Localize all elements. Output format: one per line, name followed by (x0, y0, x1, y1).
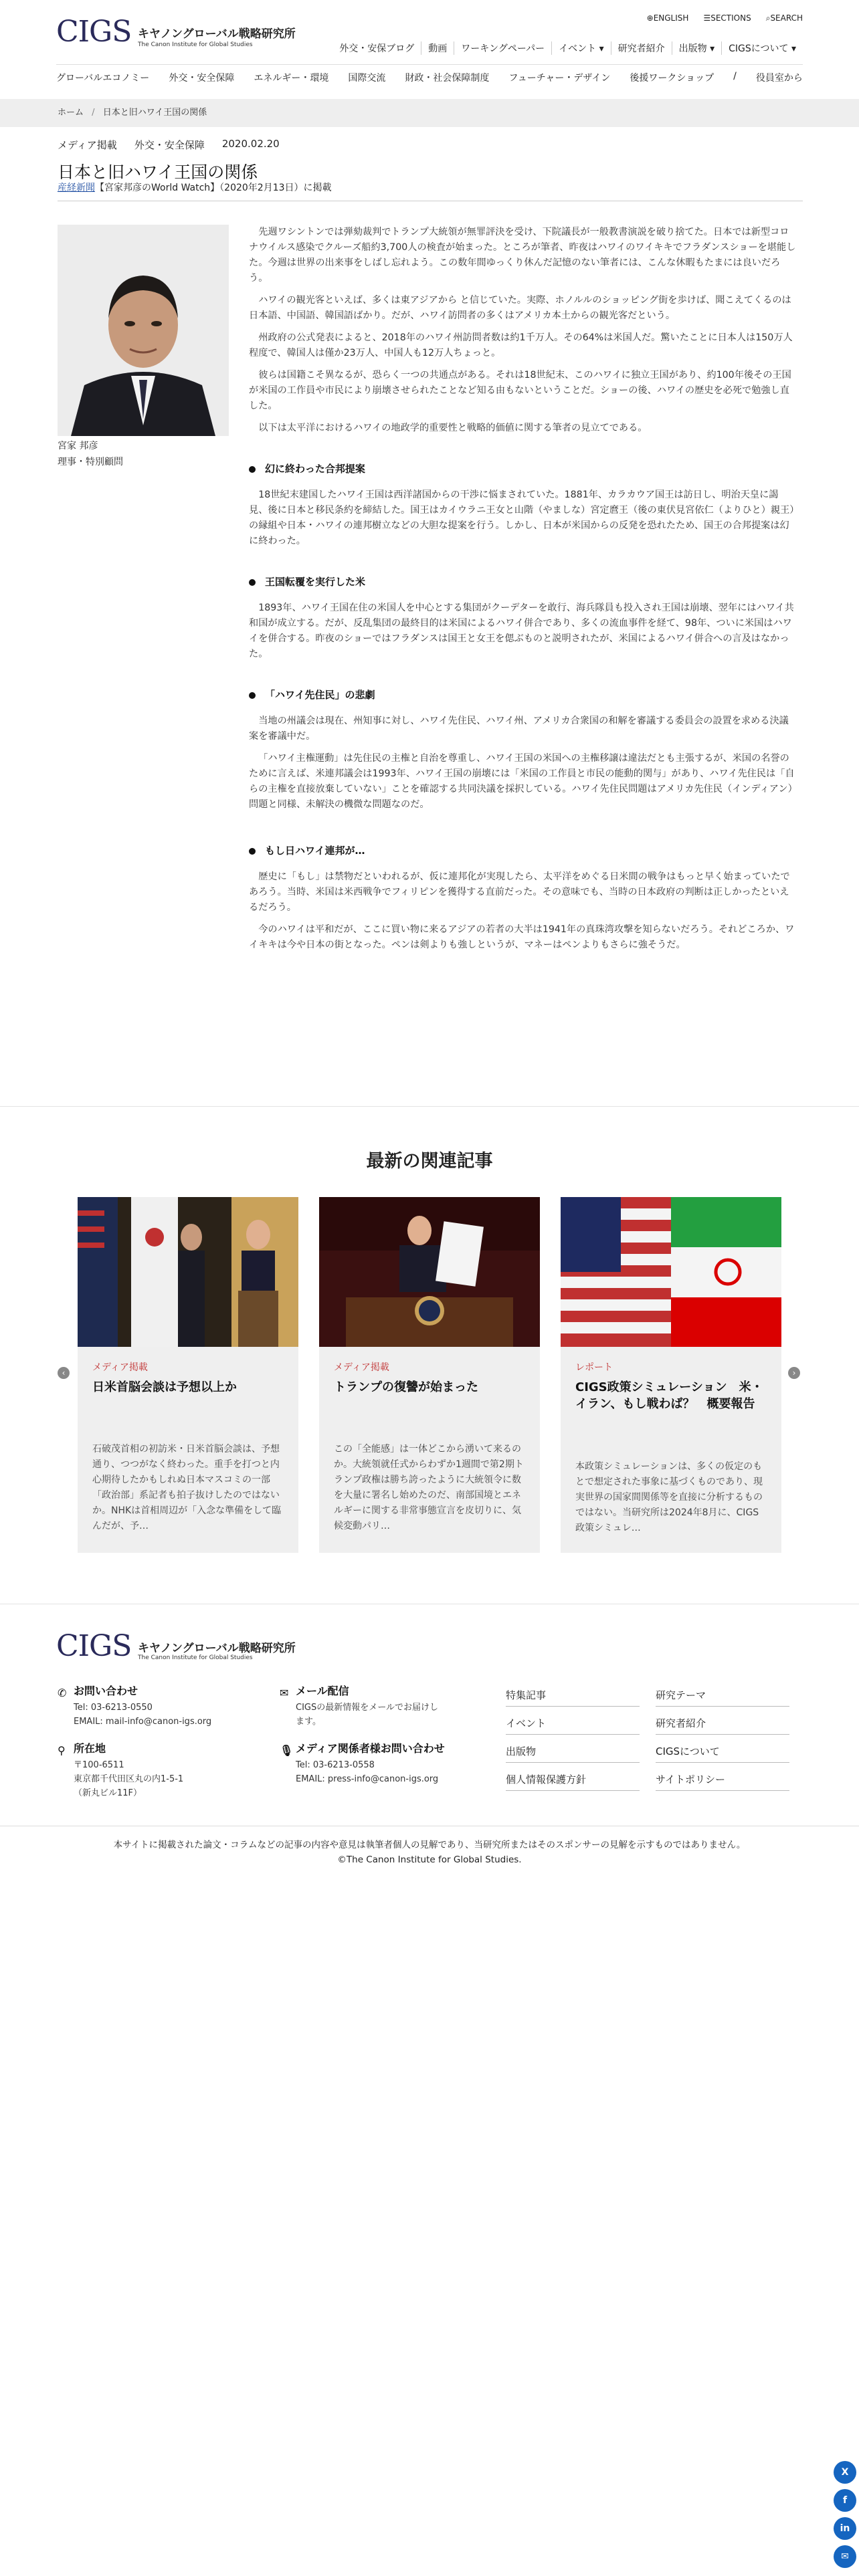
nav-diplomacy-security[interactable]: 外交・安全保障 (169, 73, 235, 84)
related-card-category: メディア掲載 (334, 1362, 389, 1373)
location-pin-icon: ⚲ (58, 1743, 66, 1757)
secondary-nav (56, 71, 803, 84)
contact-tel[interactable]: Tel: 03-6213-0550 (74, 1703, 153, 1713)
article-meta (58, 138, 280, 152)
footer-link-about[interactable]: CIGSについて (656, 1744, 789, 1763)
author-portrait-illustration (58, 225, 229, 436)
mail-text: CIGSの最新情報をメールでお届けします。 (296, 1703, 438, 1727)
related-card-title[interactable]: 日米首脳会談は予想以上か (92, 1380, 237, 1394)
microphone-icon: 🎙 (280, 1743, 294, 1757)
article-type: メディア掲載 (58, 139, 117, 151)
author-role: 理事・特別顧問 (58, 457, 123, 467)
section-heading: 王国転覆を実行した米 (249, 574, 796, 590)
mail-heading[interactable]: メール配信 (296, 1685, 349, 1697)
breadcrumb-home[interactable]: ホーム (58, 108, 84, 118)
intro-paragraph: ハワイの観光客といえば、多くは東アジアから と信じていた。実際、ホノルルのショッピング街を歩けば、聞こえてくるのは日本語、中国語、韓国語ばかり。だが、ハワイ訪問者の多くはアメリカ本土からの観光客だという。 (249, 295, 791, 321)
footer-link-features[interactable]: 特集記事 (506, 1688, 640, 1707)
copyright-text: ©The Canon Institute for Global Studies. (337, 1854, 522, 1865)
media-tel[interactable]: Tel: 03-6213-0558 (296, 1760, 375, 1770)
logo-mark: CIGS (56, 15, 132, 49)
globe-icon: ⊕ (646, 13, 654, 23)
english-link[interactable]: ⊕ENGLISH (646, 13, 689, 23)
address-line: 東京都千代田区丸の内1-5-1 (74, 1774, 184, 1784)
disclaimer-text: 本サイトに掲載された論文・コラムなどの記事の内容や意見は執筆者個人の見解であり、当研究所またはそのスポンサーの見解を示すものではありません。 (113, 1840, 746, 1850)
footer-link-events[interactable]: イベント (506, 1716, 640, 1735)
related-card-category: レポート (575, 1362, 613, 1373)
search-link[interactable]: ⌕SEARCH (765, 13, 803, 23)
nav-events[interactable]: イベント ▾ (551, 41, 610, 55)
related-card[interactable] (561, 1197, 781, 1553)
bullet-icon (249, 466, 256, 473)
footer-media (280, 1741, 480, 1786)
site-header (0, 0, 859, 94)
nav-diplomacy-blog[interactable]: 外交・安保ブログ (339, 43, 415, 54)
footer-logo[interactable] (56, 1629, 296, 1669)
nav-video[interactable]: 動画 (421, 41, 454, 55)
related-card-excerpt: 本政策シミュレーションは、多くの仮定のもとで想定された事象に基づくものであり、現実世界の国家間関係等を直接に分析するものではない。当研究所は2024年8月に、CIGS 政策シミュレ… (575, 1461, 763, 1533)
author-name[interactable]: 宮家 邦彦 (58, 441, 98, 451)
menu-icon: ☰ (703, 13, 711, 23)
nav-energy-environment[interactable]: エネルギー・環境 (254, 73, 329, 84)
intro-paragraph: 先週ワシントンでは弾劾裁判でトランプ大統領が無罪評決を受け、下院議長が一般教書演説を破り捨てた。日本では新型コロナウイルス感染でクルーズ船約3,700人の検査が始まった。ところが筆者、昨夜はハワイのワイキキでフラダンスショーを堪能した。今週は世界の出来事をしばし忘れよう。この数年間ゆっくり休んだ記憶のない筆者には、こんな休暇もたまには良いだろう。 (249, 227, 796, 284)
share-email-button[interactable]: ✉ (834, 2545, 856, 2568)
source-link[interactable]: 産経新聞 (58, 183, 95, 193)
article-date: 2020.02.20 (221, 138, 280, 150)
nav-fiscal-social[interactable]: 財政・社会保障制度 (405, 73, 490, 84)
related-card-title[interactable]: CIGS政策シミュレーション 米・イラン、もし戦わば？ 概要報告 (575, 1380, 763, 1411)
related-card[interactable] (319, 1197, 540, 1553)
author-photo (58, 225, 229, 436)
article-source (58, 181, 332, 194)
carousel-next-button[interactable]: › (788, 1367, 800, 1379)
nav-future-design[interactable]: フューチャー・デザイン (508, 73, 611, 84)
footer-mail (280, 1684, 440, 1729)
footer-address (58, 1741, 258, 1800)
share-facebook-button[interactable]: f (834, 2489, 856, 2512)
bullet-icon (249, 692, 256, 699)
logo-english: The Canon Institute for Global Studies (138, 41, 253, 48)
section-paragraph: 当地の州議会は現在、州知事に対し、ハワイ先住民、ハワイ州、アメリカ合衆国の和解を審議する委員会の設置を求める決議案を審議中だ。 (249, 716, 789, 742)
bullet-icon (249, 579, 256, 586)
related-articles-title: 最新の関連記事 (366, 1151, 493, 1172)
media-email[interactable]: EMAIL: press-info@canon-igs.org (296, 1774, 439, 1784)
contact-heading: お問い合わせ (74, 1685, 138, 1697)
intro-paragraph: 州政府の公式発表によると、2018年のハワイ州訪問者数は約1千万人。その64%は米国人だ。驚いたことに日本人は150万人程度で、韓国人は僅か23万人、中国人も12万人ちょっと。 (249, 332, 793, 358)
share-x-button[interactable]: X (834, 2461, 856, 2484)
section-divider (0, 1106, 859, 1107)
section-heading: 「ハワイ先住民」の悲劇 (249, 687, 796, 703)
section-heading: もし日ハワイ連邦が… (249, 843, 796, 859)
footer-link-privacy[interactable]: 個人情報保護方針 (506, 1772, 640, 1791)
intro-paragraph: 以下は太平洋におけるハワイの地政学的重要性と戦略的価値に関する筆者の見立てである。 (258, 423, 648, 433)
breadcrumb-separator: / (92, 108, 95, 118)
address-line: 〒100-6511 (74, 1760, 124, 1770)
related-card-title[interactable]: トランプの復讐が始まった (334, 1380, 478, 1394)
header-rule (56, 64, 803, 65)
nav-global-economy[interactable]: グローバルエコノミー (56, 73, 150, 84)
share-linkedin-button[interactable]: in (834, 2517, 856, 2540)
footer-link-site-policy[interactable]: サイトポリシー (656, 1772, 789, 1791)
footer-contact (58, 1684, 258, 1729)
contact-email[interactable]: EMAIL: mail-info@canon-igs.org (74, 1717, 212, 1727)
section-paragraph: 1893年、ハワイ王国在住の米国人を中心とする集団がクーデターを敢行、海兵隊員も投入され王国は崩壊、翌年にはハワイ共和国が成立する。だが、反乱集団の最終目的は米国によるハワイ併合であり、多くの流血事件を経て、98年、ついに米国はハワイを併合する。昨夜のショーではフラダンスは国王と女王を偲ぶものと説明されたが、米国によるハワイ併合への言及はなかった。 (249, 603, 794, 659)
phone-icon: ✆ (58, 1686, 67, 1699)
carousel-prev-button[interactable]: ‹ (58, 1367, 70, 1379)
bullet-icon (249, 848, 256, 855)
section-paragraph: 18世紀末建国したハワイ王国は西洋諸国からの干渉に悩まされていた。1881年、カラカウア国王は訪日し、明治天皇に謁見、後に日本と移民条約を締結した。国王はカイウラニ王女と山階（やましな）宮定麿王（後の東伏見宮依仁（よりひと）親王）の縁組や日本・ハワイの連邦樹立などの大胆な提案を行う。しかし、日本が米国からの反発を恐れたため、国王の合邦提案は幻に終わった。 (249, 490, 795, 546)
nav-executive-office[interactable]: 役員室から (755, 73, 803, 84)
footer-copyright (0, 1838, 859, 1867)
nav-international-exchange[interactable]: 国際交流 (348, 73, 386, 84)
page-title: 日本と旧ハワイ王国の関係 (58, 163, 258, 182)
related-card-excerpt: 石破茂首相の初訪米・日米首脳会談は、予想通り、つつがなく終わった。重手を打つと内心期待したかもしれぬ日本マスコミの一部「政治部」系記者も拍子抜けしたのではないか。NHKは首相周辺が「入念な準備をして臨んだが、予… (92, 1444, 282, 1531)
related-card-excerpt: この「全能感」は一体どこから湧いて来るのか。大統領就任式からわずか1週間で第2期トランプ政権は勝ち誇ったように大統領令に数を大量に署名し始めたのだ、南部国境とエネルギーに関する非常事態宣言を皮切りに、気候変動パリ… (334, 1444, 524, 1531)
envelope-icon: ✉ (280, 1686, 289, 1699)
primary-nav (332, 41, 803, 55)
media-heading: メディア関係者様お問い合わせ (296, 1742, 445, 1755)
related-card-image (561, 1197, 781, 1347)
footer-logo-english: The Canon Institute for Global Studies (138, 1654, 253, 1661)
footer-link-publications[interactable]: 出版物 (506, 1744, 640, 1763)
related-card-image (78, 1197, 298, 1347)
footer-link-researchers[interactable]: 研究者紹介 (656, 1716, 789, 1735)
nav-working-paper[interactable]: ワーキングペーパー (454, 41, 551, 55)
article-body (249, 225, 796, 960)
nav-workshop[interactable]: 後援ワークショップ (630, 73, 714, 84)
related-card[interactable] (78, 1197, 298, 1553)
section-paragraph: 歴史に「もし」は禁物だといわれるが、仮に連邦化が実現したら、太平洋をめぐる日米間の戦争はもっと早く始まっていたであろう。当時、米国は米西戦争でフィリピンを獲得する直前だった。その意味でも、当時の日本政府の判断は正しかったといえるだろう。 (249, 871, 790, 913)
related-card-image (319, 1197, 540, 1347)
breadcrumb-current: 日本と旧ハワイ王国の関係 (102, 108, 207, 118)
search-icon: ⌕ (765, 13, 771, 23)
nav-separator: / (733, 71, 737, 82)
logo-japanese: キヤノングローバル戦略研究所 (138, 27, 296, 41)
section-paragraph: 「ハワイ主権運動」は先住民の主権と自治を尊重し、ハワイ王国の米国への主権移譲は違法だとも主張するが、米国の名誉のために言えば、米連邦議会は1993年、ハワイ王国の崩壊には「米国の工作員と市民の能動的関与」があり、ハワイ先住民は「自らの主権を直接放棄していない」ことを確認する共同決議を採択している。ハワイ先住民問題はアメリカ先住民（インディアン）問題と同様、未解決の機微な問題なのだ。 (249, 753, 795, 810)
sections-link[interactable]: ☰SECTIONS (703, 13, 751, 23)
utility-nav (647, 13, 803, 23)
footer-logo-japanese: キヤノングローバル戦略研究所 (138, 1642, 296, 1655)
footer-logo-mark: CIGS (56, 1629, 132, 1663)
section-heading: 幻に終わった合邦提案 (249, 461, 796, 477)
breadcrumb (0, 99, 859, 127)
intro-paragraph: 彼らは国籍こそ異なるが、恐らく一つの共通点がある。それは18世紀末、このハワイに独立王国があり、約100年後その王国が米国の工作員や市民により崩壊させられたことなど知る由もないということだ。ショーの後、ハワイの歴史を必死で勉強し直した。 (249, 370, 791, 411)
nav-publications[interactable]: 出版物 ▾ (672, 41, 721, 55)
article-category[interactable]: 外交・安全保障 (134, 139, 205, 151)
address-line: （新丸ビル11F） (74, 1788, 142, 1798)
source-text: 【宮家邦彦のWorld Watch】（2020年2月13日）に掲載 (95, 183, 332, 193)
nav-about[interactable]: CIGSについて ▾ (721, 41, 803, 55)
footer-link-research[interactable]: 研究テーマ (656, 1688, 789, 1707)
section-paragraph: 今のハワイは平和だが、ここに買い物に来るアジアの若者の大半は1941年の真珠湾攻撃を知らないだろう。それどころか、ワイキキは今や日本の街となった。ペンは剣よりも強しというが、マネーはペンよりもさらに強そうだ。 (249, 924, 795, 950)
nav-researchers[interactable]: 研究者紹介 (611, 41, 672, 55)
address-heading: 所在地 (74, 1742, 106, 1755)
site-logo[interactable] (56, 9, 296, 56)
related-card-category: メディア掲載 (92, 1362, 148, 1373)
